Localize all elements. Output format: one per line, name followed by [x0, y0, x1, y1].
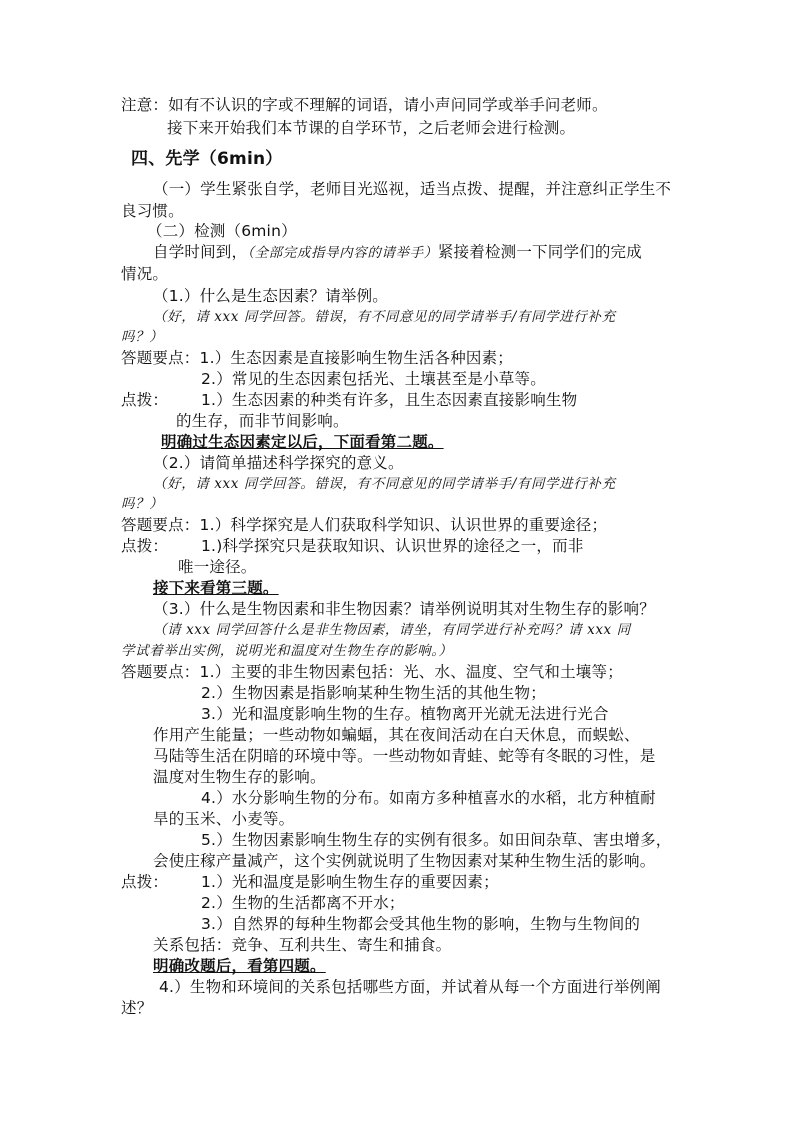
answer-label: 答题要点： — [121, 516, 200, 534]
tip-label: 点拨： — [121, 391, 169, 409]
paragraph-text: 自学时间到， — [153, 243, 248, 261]
question-1: （1.）什么是生态因素？请举例。 — [153, 287, 388, 305]
answer-text: 马陆等生活在阴暗的环境中等。一些动物如青蛙、蛇等有冬眠的习性，是 — [153, 747, 656, 765]
tip-text: 3.）自然界的每种生物都会受其他生物的影响，生物与生物间的 — [201, 915, 641, 933]
transition-line: 明确改题后，看第四题。 — [153, 957, 326, 975]
answer-label: 答题要点： — [121, 349, 200, 367]
answer-text: 2.）生物因素是指影响某种生物生活的其他生物； — [201, 684, 546, 702]
note-line: 注意：如有不认识的字或不理解的词语，请小声问同学或举手问老师。 — [121, 96, 608, 114]
teacher-note: （好，请 xxx 同学回答。错误，有不同意见的同学请举手/有同学进行补充 — [153, 309, 616, 325]
question-4-cont: 述？ — [121, 999, 153, 1017]
tip-label: 点拨： — [121, 537, 169, 555]
intro-line: 接下来开始我们本节课的自学环节，之后老师会进行检测。 — [167, 119, 576, 137]
question-3: （3.）什么是生物因素和非生物因素？请举例说明其对生物生存的影响？ — [153, 600, 655, 618]
teacher-note: （全部完成指导内容的请举手） — [247, 245, 438, 261]
teacher-note: （好，请 xxx 同学回答。错误，有不同意见的同学请举手/有同学进行补充 — [153, 476, 616, 492]
answer-text: 3.）光和温度影响生物的生存。植物离开光就无法进行光合 — [201, 705, 609, 723]
paragraph-line — [153, 241, 642, 264]
transition-line: 明确过生态因素定以后，下面看第二题。 — [161, 433, 444, 451]
tip-line — [121, 871, 499, 893]
teacher-note: 吗？） — [121, 329, 164, 345]
answer-label: 答题要点： — [121, 663, 200, 681]
answer-text: 4.）水分影响生物的分布。如南方多种植喜水的水稻，北方种植耐 — [201, 789, 656, 807]
answer-text: 5.）生物因素影响生物生存的实例有很多。如田间杂草、害虫增多， — [201, 831, 672, 849]
paragraph-line: （一）学生紧张自学，老师目光巡视，适当点拨、提醒，并注意纠正学生不 — [153, 180, 672, 198]
question-2: （2.）请简单描述科学探究的意义。 — [153, 454, 404, 472]
answer-text: 1.）生态因素是直接影响生物生活各种因素； — [199, 349, 514, 367]
answer-line — [121, 514, 607, 536]
answer-line — [121, 347, 513, 369]
question-4: 4.）生物和环境间的关系包括哪些方面，并试着从每一个方面进行举例阐 — [159, 978, 661, 996]
answer-text: 作用产生能量；一些动物如蝙蝠，其在夜间活动在白天休息，而蜈蚣、 — [153, 726, 640, 744]
paragraph-line: 良习惯。 — [121, 202, 184, 220]
paragraph-text: 紧接着检测一下同学们的完成 — [437, 243, 642, 261]
tip-text: 1.）光和温度是影响生物生存的重要因素； — [201, 873, 499, 891]
tip-line — [121, 389, 577, 411]
subsection-title: （二）检测（6min） — [147, 222, 297, 240]
tip-text: 1.）生态因素的种类有许多，且生态因素直接影响生物 — [201, 391, 578, 409]
teacher-note: （请 xxx 同学回答什么是非生物因素，请坐，有同学进行补充吗？请 xxx 同 — [153, 622, 631, 638]
tip-line — [121, 535, 584, 557]
tip-text: 关系包括：竞争、互利共生、寄生和捕食。 — [153, 936, 452, 954]
tip-text: 2.）生物的生活都离不开水； — [201, 894, 405, 912]
answer-text: 1.）主要的非生物因素包括：光、水、温度、空气和土壤等； — [199, 663, 623, 681]
answer-text: 旱的玉米、小麦等。 — [153, 810, 295, 828]
tip-text: 1.)科学探究只是获取知识、认识世界的途径之一，而非 — [201, 537, 584, 555]
tip-text: 的生存，而非节间影响。 — [176, 412, 349, 430]
teacher-note: 吗？） — [121, 496, 164, 512]
tip-label: 点拨： — [121, 873, 169, 891]
answer-text: 2.）常见的生态因素包括光、土壤甚至是小草等。 — [201, 370, 546, 388]
answer-text: 温度对生物生存的影响。 — [153, 768, 326, 786]
answer-text: 1.）科学探究是人们获取科学知识、认识世界的重要途径； — [199, 516, 608, 534]
tip-text: 唯一途径。 — [178, 558, 257, 576]
teacher-note: 学试着举出实例，说明光和温度对生物生存的影响。） — [121, 643, 453, 659]
transition-line: 接下来看第三题。 — [153, 579, 279, 597]
answer-line — [121, 661, 623, 683]
paragraph-line: 情况。 — [121, 265, 169, 283]
answer-text: 会使庄稼产量减产，这个实例就说明了生物因素对某种生物生活的影响。 — [153, 852, 656, 870]
section-title: 四、先学（6min） — [131, 149, 283, 169]
